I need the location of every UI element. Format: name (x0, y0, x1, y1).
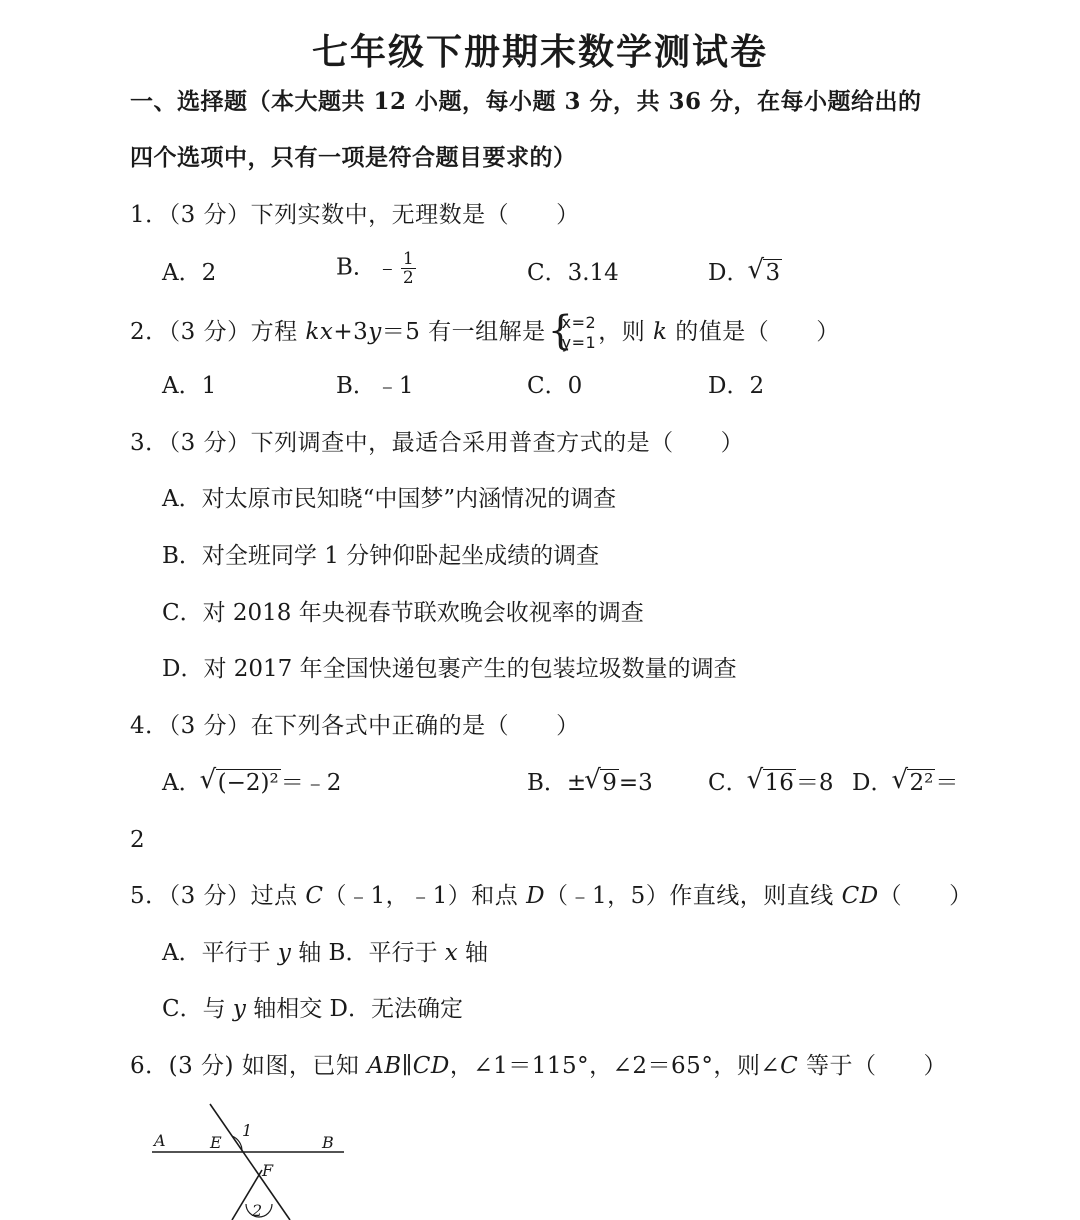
q2-text-pre: 2．（3 分）方程 (130, 319, 306, 345)
q6-ab-parallel-cd: AB∥CD (367, 1053, 450, 1079)
section-heading-line-1: 一、选择题（本大题共 12 小题，每小题 3 分，共 36 分，在每小题给出的 (130, 88, 922, 115)
q4-d-prefix: D． (852, 770, 894, 796)
q5-cd-c: C．与 (162, 996, 233, 1022)
question-2-option-b: B．﹣1 (336, 373, 414, 399)
q2-var-kx: kx (305, 319, 334, 345)
q4-b-prefix: B．± (527, 770, 587, 796)
question-1-option-d (708, 257, 782, 289)
q4-a-post: ＝﹣2 (280, 770, 342, 796)
fraction-denominator: 2 (402, 268, 414, 288)
q2-var-k: k (653, 319, 668, 345)
page-title: 七年级下册期末数学测试卷 (311, 31, 768, 73)
label-a: A (154, 1131, 166, 1150)
q2-text-post: ，则 (598, 319, 654, 345)
question-1-option-c: C．3.14 (527, 260, 619, 286)
q5-cd-y: y (232, 996, 246, 1022)
question-4-option-a (162, 767, 341, 799)
q6-text-end: 等于（ ） (798, 1053, 948, 1079)
sqrt-radicand: 9 (602, 770, 617, 796)
question-5-options-ab (162, 937, 488, 969)
q5-c-coord: （﹣1，﹣1）和点 (323, 883, 527, 909)
q5-line-cd: CD (841, 883, 879, 909)
q6-text-mid: ，∠1＝115°，∠2＝65°，则∠ (449, 1053, 781, 1079)
label-f: F (262, 1161, 274, 1180)
q2-var-y: y (368, 319, 382, 345)
question-3-option-d: D．对 2017 年全国快递包裹产生的包装垃圾数量的调查 (162, 656, 737, 682)
q5-cd-end: 轴相交 D．无法确定 (245, 996, 463, 1022)
q4-a-prefix: A． (162, 770, 202, 796)
question-2-option-d: D．2 (708, 373, 765, 399)
question-4-option-d (852, 767, 958, 799)
q5-text-end: （ ） (878, 883, 973, 909)
q5-point-c: C (305, 883, 324, 909)
question-1-option-d-prefix: D． (708, 260, 750, 286)
question-3-option-a: A．对太原市民知晓“中国梦”内涵情况的调查 (162, 486, 617, 512)
q4-d-post: ＝ (935, 770, 959, 796)
q5-d-coord: （﹣1，5）作直线，则直线 (545, 883, 842, 909)
question-4-option-c (708, 767, 834, 799)
sqrt-expression (586, 767, 619, 799)
q4-c-post: ＝8 (795, 770, 834, 796)
question-4-option-b (527, 767, 653, 799)
q2-text-mid: +3 (333, 319, 369, 345)
equation-system-line-1: { x=2 (561, 313, 597, 332)
fraction-numerator: 1 (402, 249, 414, 269)
question-1-option-b-prefix: B．﹣ (336, 254, 399, 281)
geometry-figure (150, 1100, 360, 1220)
question-3-stem: 3．（3 分）下列调查中，最适合采用普查方式的是（ ） (130, 430, 745, 456)
question-3-option-c: C．对 2018 年央视春节联欢晚会收视率的调查 (162, 600, 644, 626)
q6-text-pre: 6．(3 分) 如图，已知 (130, 1053, 368, 1079)
label-2: 2 (252, 1201, 263, 1220)
sqrt-radicand: 16 (764, 770, 794, 796)
q5-ab-end: 轴 (457, 940, 489, 966)
question-4-option-d-wrap: 2 (130, 827, 145, 853)
q5-ab-mid: 轴 B．平行于 (290, 940, 445, 966)
question-2-stem (130, 313, 840, 353)
question-1-option-b (336, 250, 418, 287)
q2-text-eq: ＝5 有一组解是 (381, 319, 546, 345)
q5-ab-x: x (444, 940, 458, 966)
q2-text-end: 的值是（ ） (667, 319, 840, 345)
question-2-option-a: A．1 (162, 373, 217, 399)
q4-b-post: =3 (618, 770, 653, 796)
question-1-option-a: A．2 (162, 260, 217, 286)
question-3-option-b: B．对全班同学 1 分钟仰卧起坐成绩的调查 (162, 543, 600, 569)
question-2-option-c: C．0 (527, 373, 583, 399)
question-4-stem: 4．（3 分）在下列各式中正确的是（ ） (130, 713, 580, 739)
q5-point-d: D (526, 883, 546, 909)
section-heading-line-2: 四个选项中，只有一项是符合题目要求的） (130, 144, 577, 171)
q6-angle-c: C (780, 1053, 799, 1079)
equation-system-line-2: y=1 (561, 333, 597, 352)
sqrt-expression (893, 767, 935, 799)
equation-system (548, 313, 597, 353)
q5-text-pre: 5．（3 分）过点 (130, 883, 306, 909)
question-5-options-cd (162, 993, 463, 1025)
q4-c-prefix: C． (708, 770, 749, 796)
label-e: E (210, 1133, 222, 1152)
fraction (401, 250, 416, 287)
label-1: 1 (242, 1121, 253, 1140)
sqrt-radicand: 3 (765, 260, 781, 286)
label-b: B (322, 1133, 334, 1152)
q5-ab-y: y (277, 940, 291, 966)
sqrt-expression (749, 767, 796, 799)
sqrt-expression (749, 257, 782, 289)
question-5-stem (130, 880, 973, 912)
sqrt-radicand: 2² (909, 770, 934, 796)
q5-ab-a: A．平行于 (162, 940, 278, 966)
sqrt-expression (202, 767, 281, 799)
question-1-stem: 1．（3 分）下列实数中，无理数是（ ） (130, 202, 580, 228)
question-6-stem (130, 1050, 947, 1082)
sqrt-radicand: (−2)² (217, 770, 279, 796)
